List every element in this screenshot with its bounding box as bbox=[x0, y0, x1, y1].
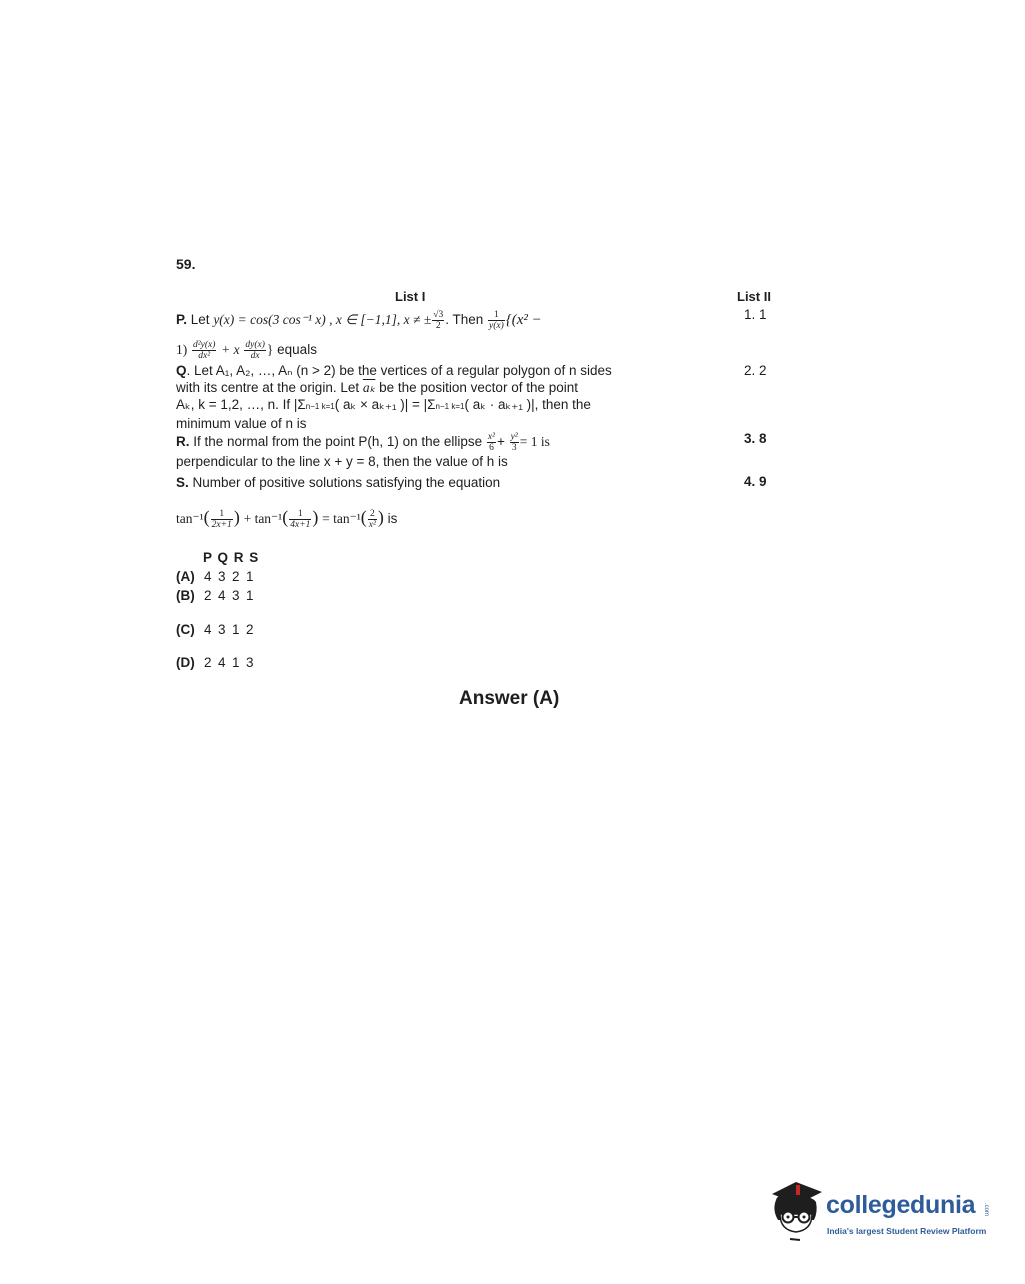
item-p-dy-frac bbox=[244, 340, 266, 361]
list2-value: 8 bbox=[759, 431, 767, 446]
item-s-eq-tan: = tan⁻¹ bbox=[322, 511, 361, 527]
frac-den: dx² bbox=[198, 351, 211, 361]
frac-den: x² bbox=[368, 520, 376, 530]
list2-item-4 bbox=[744, 474, 767, 489]
options-header: P Q R S bbox=[203, 550, 259, 565]
item-q-ak: $\overline{a_k}$ bbox=[362, 380, 376, 395]
item-s-label: S. bbox=[176, 475, 189, 490]
list2-num: 3. bbox=[744, 431, 756, 446]
item-r-line1: If the normal from the point P(h, 1) on the ellipse bbox=[189, 434, 483, 450]
item-q-sum-limits: n−1 k=1 bbox=[305, 402, 335, 411]
option-value: 1 bbox=[232, 655, 240, 670]
frac-num: 2 bbox=[368, 509, 377, 520]
paren-open: ( bbox=[360, 507, 367, 528]
frac-den: 3 bbox=[511, 443, 517, 453]
option-value: 4 bbox=[204, 569, 212, 584]
list2-num: 2. bbox=[744, 363, 756, 378]
item-q-line3b: ( aₖ × aₖ₊₁ )| = |Σ bbox=[334, 397, 436, 412]
frac-num: 1 bbox=[488, 310, 505, 321]
list2-header: List II bbox=[737, 289, 771, 304]
option-label: (B) bbox=[176, 588, 195, 603]
item-p-brace-open: {(x² − bbox=[505, 312, 542, 329]
option-value: 4 bbox=[204, 622, 212, 637]
list2-item-2 bbox=[744, 363, 767, 378]
list1-header: List I bbox=[395, 289, 426, 304]
frac-den: y(x) bbox=[489, 321, 504, 331]
paren-close: ) bbox=[377, 507, 384, 528]
item-s-is: is bbox=[387, 511, 398, 527]
item-s-text: Number of positive solutions satisfying the equation bbox=[188, 475, 501, 490]
frac-num: d²y(x) bbox=[193, 340, 216, 350]
item-p-brace-close: } bbox=[266, 342, 274, 358]
frac-den: 4x+1 bbox=[290, 520, 311, 530]
question-number: 59. bbox=[176, 256, 196, 272]
paren-close: ) bbox=[312, 507, 319, 528]
option-value: 1 bbox=[232, 622, 240, 637]
item-r-label: R. bbox=[176, 434, 190, 450]
item-q bbox=[176, 362, 656, 432]
item-s-frac2 bbox=[289, 509, 311, 530]
item-p-line1 bbox=[176, 310, 542, 331]
answer-text: Answer (A) bbox=[459, 688, 560, 709]
item-p-then: . Then bbox=[445, 312, 484, 328]
list2-value: 2 bbox=[759, 363, 767, 378]
item-r-y2-frac bbox=[510, 432, 519, 453]
option-value: 2 bbox=[204, 655, 212, 670]
frac-num: 1 bbox=[211, 509, 233, 520]
brand-name: collegedunia bbox=[826, 1191, 976, 1219]
paren-open: ( bbox=[282, 507, 289, 528]
item-q-line1: . Let A₁, A₂, …, Aₙ (n > 2) be the vertices of a regular polygon of n sides bbox=[186, 363, 612, 378]
brand-domain: .com bbox=[983, 1203, 989, 1217]
frac-den: 2x+1 bbox=[211, 520, 232, 530]
item-p-text: Let bbox=[190, 312, 214, 328]
frac-den: 2 bbox=[435, 321, 441, 331]
frac-num: dy(x) bbox=[245, 340, 265, 350]
item-r-x2-frac bbox=[487, 432, 496, 453]
option-value: 2 bbox=[204, 588, 212, 603]
item-p-d2y-frac bbox=[192, 340, 216, 361]
item-q-line3a: Aₖ, k = 1,2, …, n. If |Σ bbox=[176, 397, 306, 412]
option-label: (A) bbox=[176, 569, 195, 584]
list2-item-3 bbox=[744, 431, 767, 446]
frac-num: √3 bbox=[433, 310, 444, 320]
item-s-plus-tan: + tan⁻¹ bbox=[243, 511, 283, 527]
item-s-frac1 bbox=[211, 509, 233, 530]
option-c[interactable] bbox=[176, 622, 260, 637]
item-p-root3-frac bbox=[432, 310, 444, 331]
option-value: 3 bbox=[232, 588, 240, 603]
item-s-line1 bbox=[176, 474, 500, 491]
option-label: (C) bbox=[176, 622, 195, 637]
item-r-eq1: = 1 is bbox=[519, 434, 550, 450]
item-q-sum-limits-2: n−1 k=1 bbox=[435, 402, 465, 411]
option-d[interactable] bbox=[176, 655, 260, 670]
item-p-one-paren: 1) bbox=[176, 342, 188, 358]
option-value: 3 bbox=[246, 655, 254, 670]
item-r-plus: + bbox=[497, 434, 505, 450]
frac-den: dx bbox=[250, 351, 260, 361]
item-s-equation bbox=[176, 509, 397, 530]
item-p-equals: equals bbox=[277, 342, 317, 358]
item-p-line2 bbox=[176, 340, 317, 361]
item-p-label: P. bbox=[176, 312, 188, 328]
frac-num: 1 bbox=[289, 509, 311, 520]
option-value: 3 bbox=[218, 622, 226, 637]
item-r bbox=[176, 432, 656, 470]
frac-num: x² bbox=[487, 432, 495, 442]
list2-item-1 bbox=[744, 307, 767, 322]
frac-num: y² bbox=[510, 432, 518, 442]
paren-open: ( bbox=[203, 507, 210, 528]
option-value: 4 bbox=[218, 655, 226, 670]
item-s-tan1: tan⁻¹ bbox=[176, 511, 204, 527]
item-q-line3c: ( aₖ · aₖ₊₁ )|, then the bbox=[464, 397, 591, 412]
option-value: 2 bbox=[232, 569, 240, 584]
item-p-ydef: y(x) = cos(3 cos⁻¹ x) , x ∈ [−1,1], x ≠ ± bbox=[213, 312, 432, 328]
item-q-line4: minimum value of n is bbox=[176, 416, 307, 431]
item-r-line2: perpendicular to the line x + y = 8, then the value of h is bbox=[176, 454, 508, 469]
item-q-line2b: be the position vector of the point bbox=[375, 380, 578, 395]
item-q-label: Q bbox=[176, 363, 187, 378]
option-value: 1 bbox=[246, 588, 254, 603]
item-q-line2a: with its centre at the origin. Let bbox=[176, 380, 363, 395]
option-a[interactable] bbox=[176, 569, 260, 584]
list2-value: 1 bbox=[759, 307, 767, 322]
paren-close: ) bbox=[233, 507, 240, 528]
mascot-icon bbox=[766, 1178, 826, 1248]
list2-value: 9 bbox=[759, 474, 767, 489]
option-value: 1 bbox=[246, 569, 254, 584]
list2-num: 1. bbox=[744, 307, 756, 322]
option-value: 3 bbox=[218, 569, 226, 584]
option-b[interactable] bbox=[176, 588, 260, 603]
frac-den: 6 bbox=[489, 443, 494, 453]
item-p-plus-x: + x bbox=[221, 342, 240, 358]
collegedunia-logo bbox=[766, 1178, 826, 1248]
brand-tagline: India's largest Student Review Platform bbox=[827, 1226, 987, 1236]
item-s-frac3 bbox=[368, 509, 377, 530]
option-value: 4 bbox=[218, 588, 226, 603]
item-p-recip-frac bbox=[488, 310, 505, 331]
option-label: (D) bbox=[176, 655, 195, 670]
list2-num: 4. bbox=[744, 474, 756, 489]
option-value: 2 bbox=[246, 622, 254, 637]
